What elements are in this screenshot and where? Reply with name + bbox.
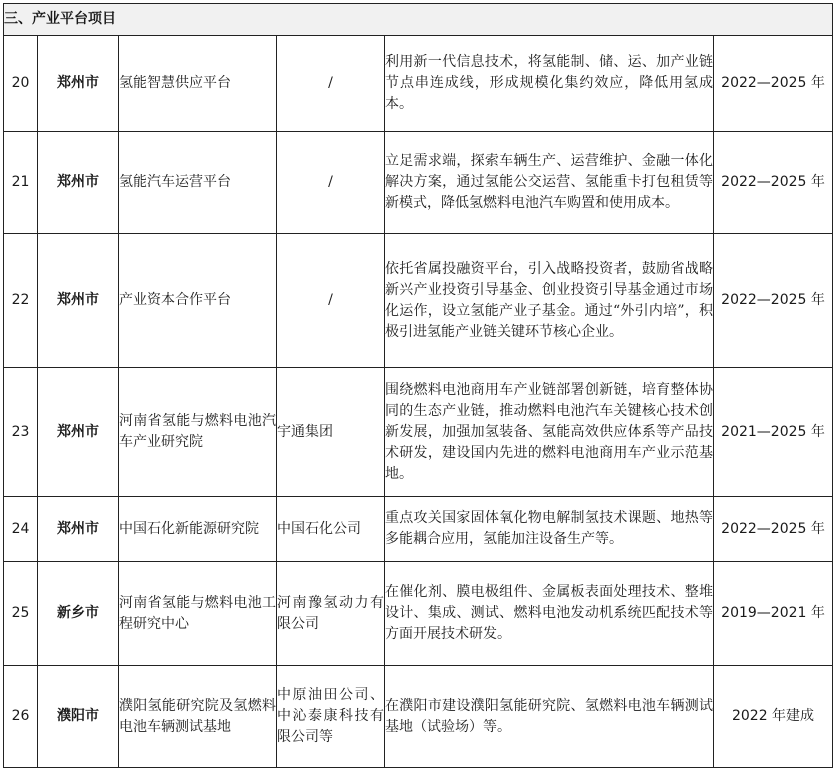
row-organization: 宇通集团 <box>277 368 385 497</box>
row-description: 重点攻关国家固体氧化物电解制氢技术课题、地热等多能耦合应用，氢能加注设备生产等。 <box>385 497 714 562</box>
row-project-name: 氢能汽车运营平台 <box>119 132 277 234</box>
row-number: 23 <box>4 368 38 497</box>
table-row <box>4 234 833 368</box>
row-period: 2021—2025 年 <box>714 368 833 497</box>
row-city: 郑州市 <box>38 234 119 368</box>
row-city: 郑州市 <box>38 368 119 497</box>
row-number: 22 <box>4 234 38 368</box>
row-city: 濮阳市 <box>38 666 119 768</box>
row-description: 依托省属投融资平台，引入战略投资者，鼓励省战略新兴产业投资引导基金、创业投资引导基金通过市场化运作，设立氢能产业子基金。通过“外引内培”，积极引进氢能产业链关键环节核心企业。 <box>385 234 714 368</box>
row-number: 26 <box>4 666 38 768</box>
row-description: 立足需求端，探索车辆生产、运营维护、金融一体化解决方案，通过氢能公交运营、氢能重卡打包租赁等新模式，降低氢燃料电池汽车购置和使用成本。 <box>385 132 714 234</box>
row-organization: 中国石化公司 <box>277 497 385 562</box>
row-organization: 中原油田公司、中沁泰康科技有限公司等 <box>277 666 385 768</box>
row-project-name: 产业资本合作平台 <box>119 234 277 368</box>
row-project-name: 河南省氢能与燃料电池汽车产业研究院 <box>119 368 277 497</box>
row-number: 24 <box>4 497 38 562</box>
section-title: 三、产业平台项目 <box>4 4 833 36</box>
row-city: 郑州市 <box>38 497 119 562</box>
row-organization: / <box>277 234 385 368</box>
row-project-name: 河南省氢能与燃料电池工程研究中心 <box>119 562 277 666</box>
row-description: 在濮阳市建设濮阳氢能研究院、氢燃料电池车辆测试基地（试验场）等。 <box>385 666 714 768</box>
table-row <box>4 36 833 132</box>
row-project-name: 中国石化新能源研究院 <box>119 497 277 562</box>
table-row <box>4 562 833 666</box>
section-header-row <box>4 4 833 36</box>
table-row <box>4 132 833 234</box>
row-organization: / <box>277 36 385 132</box>
row-number: 21 <box>4 132 38 234</box>
table-row <box>4 368 833 497</box>
table-row <box>4 497 833 562</box>
row-description: 利用新一代信息技术，将氢能制、储、运、加产业链节点串连成线，形成规模化集约效应，降低用氢成本。 <box>385 36 714 132</box>
row-period: 2022—2025 年 <box>714 132 833 234</box>
row-organization: 河南豫氢动力有限公司 <box>277 562 385 666</box>
project-table <box>3 3 833 768</box>
row-number: 20 <box>4 36 38 132</box>
row-description: 围绕燃料电池商用车产业链部署创新链，培育整体协同的生态产业链，推动燃料电池汽车关键核心技术创新发展，加强加氢装备、氢能高效供应体系等产品技术研发，建设国内先进的燃料电池商用车产业示范基地。 <box>385 368 714 497</box>
row-city: 新乡市 <box>38 562 119 666</box>
row-period: 2022—2025 年 <box>714 497 833 562</box>
row-period: 2019—2021 年 <box>714 562 833 666</box>
row-number: 25 <box>4 562 38 666</box>
row-organization: / <box>277 132 385 234</box>
row-project-name: 濮阳氢能研究院及氢燃料电池车辆测试基地 <box>119 666 277 768</box>
row-period: 2022—2025 年 <box>714 234 833 368</box>
row-project-name: 氢能智慧供应平台 <box>119 36 277 132</box>
row-period: 2022—2025 年 <box>714 36 833 132</box>
row-description: 在催化剂、膜电极组件、金属板表面处理技术、整堆设计、集成、测试、燃料电池发动机系统匹配技术等方面开展技术研发。 <box>385 562 714 666</box>
row-city: 郑州市 <box>38 36 119 132</box>
table-row <box>4 666 833 768</box>
row-city: 郑州市 <box>38 132 119 234</box>
row-period: 2022 年建成 <box>714 666 833 768</box>
